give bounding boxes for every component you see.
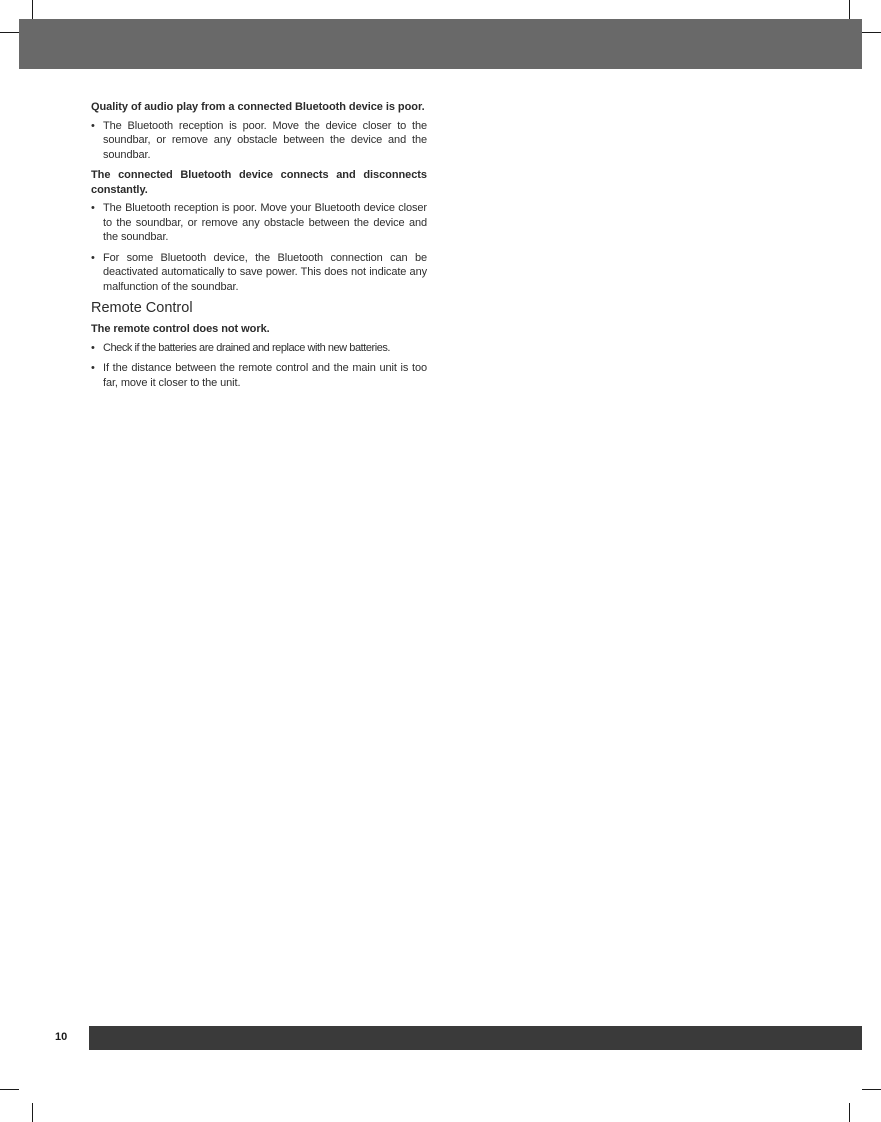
- tips-list-audio-quality: [91, 119, 427, 163]
- crop-mark-top-right-horizontal: [862, 32, 881, 33]
- bullet-icon: •: [91, 362, 95, 374]
- tip-text: Check if the batteries are drained and replace with new batteries.: [103, 341, 391, 354]
- section-heading-remote-control: Remote Control: [91, 300, 193, 316]
- crop-mark-bottom-right-horizontal: [862, 1089, 881, 1090]
- tip-text: The Bluetooth reception is poor. Move your Bluetooth device closer to the soundbar, or remove any obstacle between the device and the soundbar.: [103, 202, 427, 243]
- bullet-icon: •: [91, 251, 95, 264]
- bullet-icon: •: [91, 119, 95, 132]
- crop-mark-top-left-vertical: [32, 0, 33, 19]
- footer-band: [89, 1026, 862, 1050]
- crop-mark-top-right-vertical: [849, 0, 850, 19]
- bullet-icon: •: [91, 202, 95, 214]
- content-column: [91, 100, 427, 396]
- question-connects-disconnects: The connected Bluetooth device connects and disconnects constantly.: [91, 169, 427, 196]
- crop-mark-bottom-left-vertical: [32, 1103, 33, 1122]
- question-audio-quality: Quality of audio play from a connected Bluetooth device is poor.: [91, 101, 425, 113]
- list-item: [91, 201, 427, 245]
- crop-mark-top-left-horizontal: [0, 32, 19, 33]
- bullet-icon: •: [91, 341, 95, 354]
- list-item: [91, 251, 427, 295]
- tips-list-connects-disconnects: [91, 201, 427, 294]
- tip-text: If the distance between the remote control and the main unit is too far, move it closer to the unit.: [103, 362, 427, 389]
- header-band: [19, 19, 862, 69]
- tip-text: For some Bluetooth device, the Bluetooth connection can be deactivated automatically to save power. This does not indicate any malfunction of the soundbar.: [103, 251, 427, 293]
- list-item: [91, 341, 427, 356]
- list-item: [91, 361, 427, 390]
- crop-mark-bottom-right-vertical: [849, 1103, 850, 1122]
- list-item: [91, 119, 427, 163]
- page-number: 10: [55, 1031, 68, 1043]
- crop-mark-bottom-left-horizontal: [0, 1089, 19, 1090]
- tip-text: The Bluetooth reception is poor. Move the device closer to the soundbar, or remove any obstacle between the device and the soundbar.: [103, 119, 427, 161]
- tips-list-remote: [91, 341, 427, 391]
- question-remote-not-working: The remote control does not work.: [91, 323, 270, 335]
